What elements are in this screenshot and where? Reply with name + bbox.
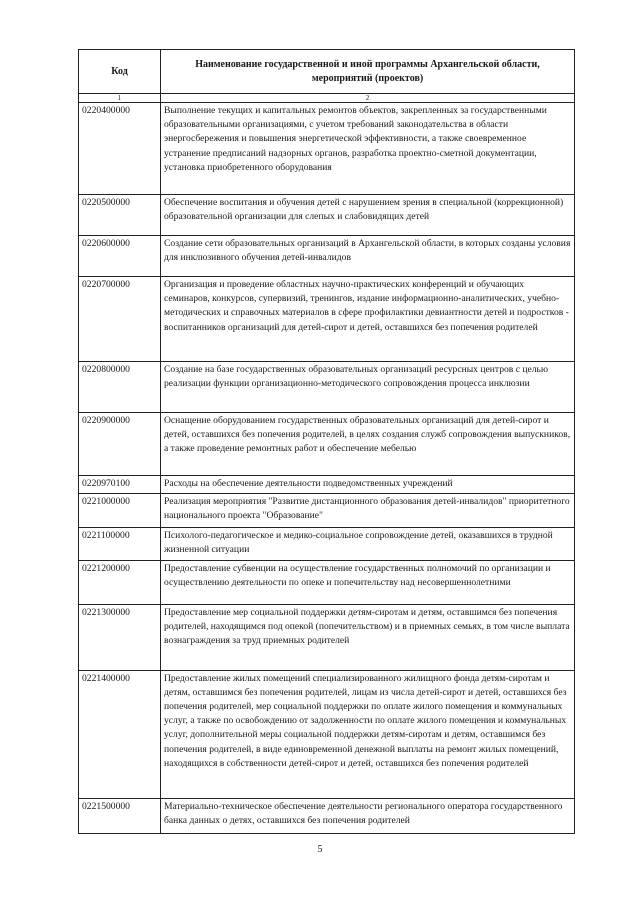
column-number-row <box>79 94 575 103</box>
column-number-1: 1 <box>79 94 161 103</box>
row-code: 0220900000 <box>79 413 161 476</box>
row-text: Создание сети образовательных организаций в Архангельской области, в которых созданы условия для инклюзивного обучения детей-инвалидов <box>161 236 575 277</box>
row-code: 0220700000 <box>79 277 161 362</box>
table-row <box>79 195 575 236</box>
table-row <box>79 670 575 798</box>
row-code: 0220500000 <box>79 195 161 236</box>
row-text: Выполнение текущих и капитальных ремонтов объектов, закрепленных за государственными образовательными организациями, с учетом требований законодательства в области энергосбережения и повышения энергетической эффективности, а также своевременное устранение предписаний надзорных органов, разработка проектно-сметной документации, установка приобретенного оборудования <box>161 103 575 195</box>
row-code: 0221500000 <box>79 798 161 833</box>
row-text: Обеспечение воспитания и обучения детей с нарушением зрения в специальной (коррекционной) образовательной организации для слепых и слабовидящих детей <box>161 195 575 236</box>
row-code: 0221200000 <box>79 560 161 604</box>
table-row <box>79 560 575 604</box>
table-row <box>79 604 575 670</box>
row-text: Создание на базе государственных образовательных организаций ресурсных центров с целью реализации функции организационно-методического сопровождения процесса инклюзии <box>161 362 575 413</box>
row-code: 0220800000 <box>79 362 161 413</box>
row-code: 0220400000 <box>79 103 161 195</box>
row-text: Психолого-педагогическое и медико-социальное сопровождение детей, оказавшихся в трудной жизненной ситуации <box>161 528 575 560</box>
row-text: Материально-техническое обеспечение деятельности регионального оператора государственного банка данных о детях, оставшихся без попечения родителей <box>161 798 575 833</box>
page-number: 5 <box>317 844 323 855</box>
table-row <box>79 528 575 560</box>
row-text: Оснащение оборудованием государственных образовательных организаций для детей-сирот и детей, оставшихся без попечения родителей, в целях создания служб сопровождения выпускников, а также проведение ремонтных работ и обеспечение мебелью <box>161 413 575 476</box>
row-text: Организация и проведение областных научно-практических конференций и обучающих семинаров, конкурсов, супервизий, тренингов, издание информационно-аналитических, учебно-методических и справочных материалов в сфере профилактики девиантности детей и подростков - воспитанников организаций для детей-сирот и детей, оставшихся без попечения родителей <box>161 277 575 362</box>
header-name: Наименование государственной и иной программы Архангельской области, мероприятий (проектов) <box>161 50 575 94</box>
table-row <box>79 476 575 494</box>
table-row <box>79 494 575 528</box>
table-row <box>79 103 575 195</box>
table-header-row <box>79 50 575 94</box>
row-text: Предоставление мер социальной поддержки детям-сиротам и детям, оставшимся без попечения родителей, находящимся под опекой (попечительством) и в приемных семьях, в том числе выплата вознаграждения за труд приемных родителей <box>161 604 575 670</box>
table-row <box>79 798 575 833</box>
header-code: Код <box>79 50 161 94</box>
table-row <box>79 277 575 362</box>
program-codes-table <box>78 49 575 834</box>
table-row <box>79 236 575 277</box>
row-code: 0221000000 <box>79 494 161 528</box>
row-text: Предоставление субвенции на осуществление государственных полномочий по организации и осуществлению деятельности по опеке и попечительству над несовершеннолетними <box>161 560 575 604</box>
row-text: Расходы на обеспечение деятельности подведомственных учреждений <box>161 476 575 494</box>
column-number-2: 2 <box>161 94 575 103</box>
row-code: 0221100000 <box>79 528 161 560</box>
table-row <box>79 362 575 413</box>
row-code: 0220970100 <box>79 476 161 494</box>
row-text: Реализация мероприятия "Развитие дистанционного образования детей-инвалидов" приоритетного национального проекта "Образование" <box>161 494 575 528</box>
table-row <box>79 413 575 476</box>
row-text: Предоставление жилых помещений специализированного жилищного фонда детям-сиротам и детям, оставшимся без попечения родителей, лицам из числа детей-сирот и детей, оставшихся без попечения родителей, мер социальной поддержки по оплате жилого помещения и коммунальных услуг, а также по освобождению от задолженности по оплате жилого помещения и коммунальных услуг, дополнительной меры социальной поддержки детям-сиротам и детям, оставшимся без попечения родителей, в виде единовременной денежной выплаты на ремонт жилых помещений, находящихся в собственности детей-сирот и детей, оставшихся без попечения родителей <box>161 670 575 798</box>
row-code: 0221300000 <box>79 604 161 670</box>
row-code: 0220600000 <box>79 236 161 277</box>
row-code: 0221400000 <box>79 670 161 798</box>
